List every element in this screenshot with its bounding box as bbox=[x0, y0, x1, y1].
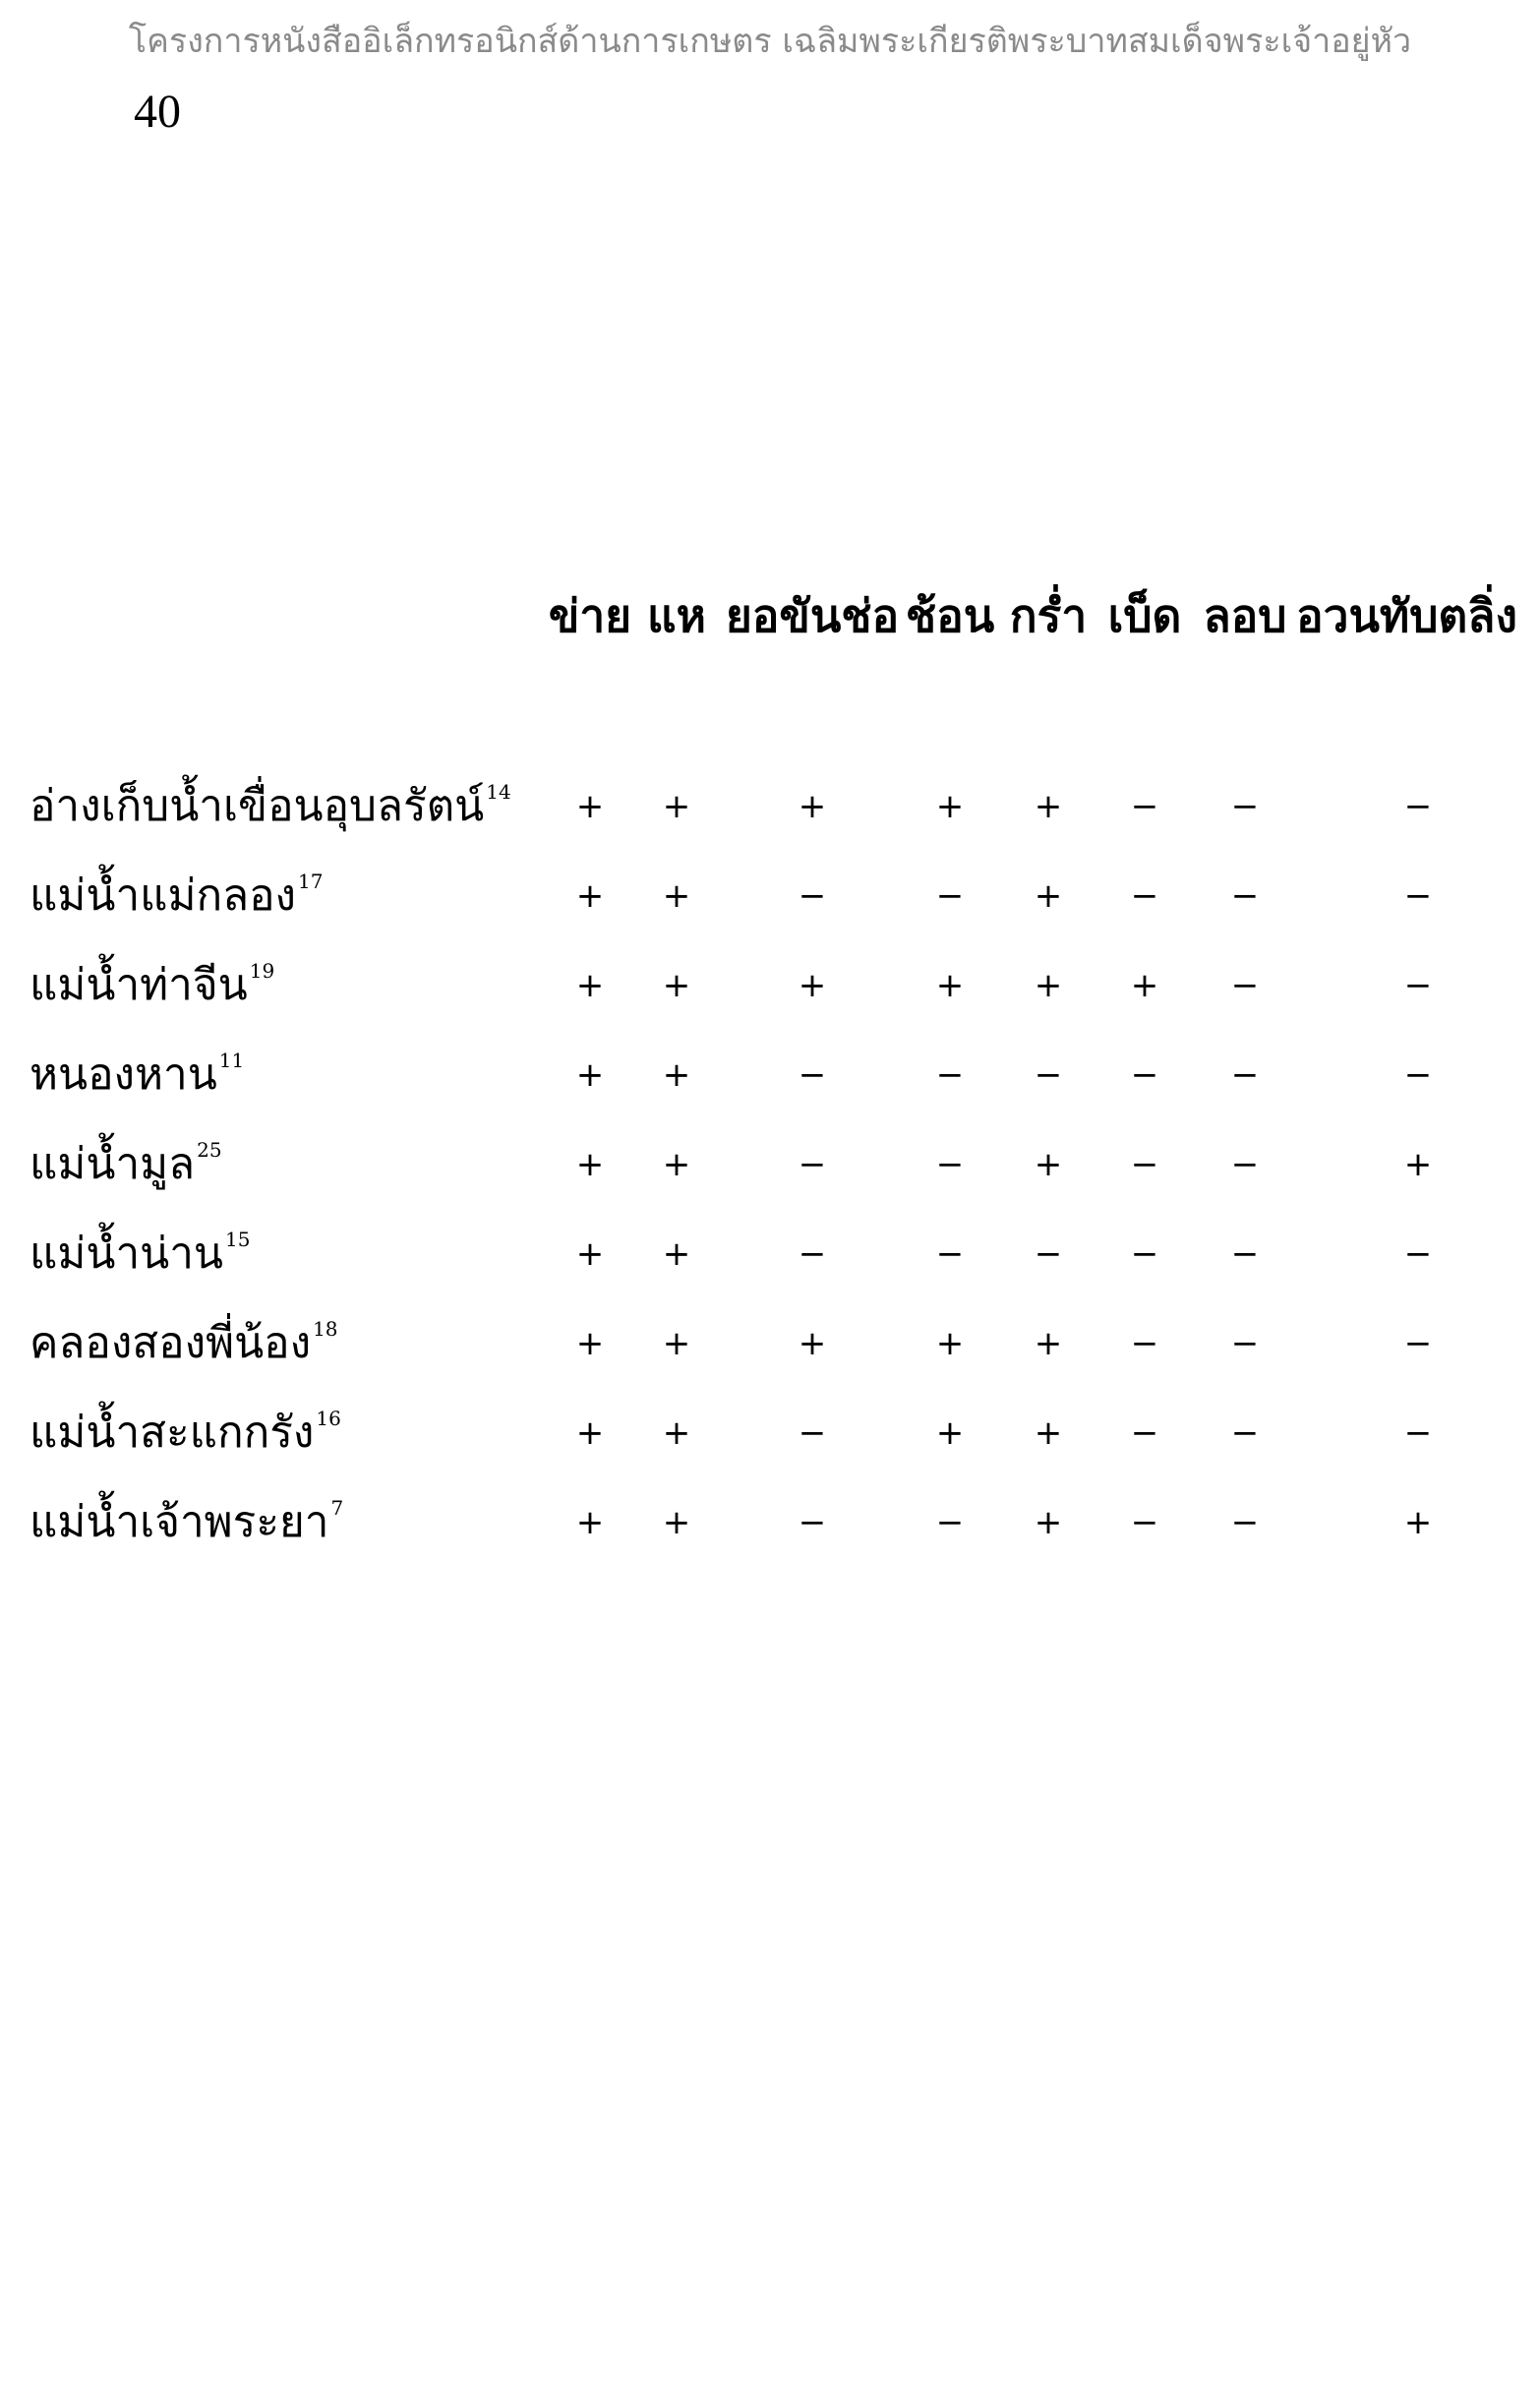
table-cell: − bbox=[935, 1234, 965, 1274]
table-cell: − bbox=[1230, 1413, 1260, 1453]
table-cell: − bbox=[1403, 876, 1433, 916]
reference-number: 18 bbox=[313, 1317, 338, 1341]
table-cell: − bbox=[798, 1234, 827, 1274]
table-cell: + bbox=[575, 876, 605, 916]
table-cell: − bbox=[1403, 966, 1433, 1005]
site-name: แม่น้ำน่าน bbox=[30, 1229, 224, 1279]
table-cell: − bbox=[1230, 876, 1260, 916]
table-cell: − bbox=[935, 1145, 965, 1184]
site-label bbox=[30, 861, 323, 930]
table-cell: + bbox=[1034, 1324, 1063, 1363]
column-header: กร่ำ bbox=[1009, 589, 1088, 642]
table-cell: − bbox=[1130, 876, 1159, 916]
site-name: แม่น้ำมูล bbox=[30, 1139, 196, 1189]
table-cell: + bbox=[662, 1413, 691, 1453]
column-header: ยอขันช่อ bbox=[725, 589, 900, 642]
site-label bbox=[30, 1219, 250, 1288]
table-cell: − bbox=[798, 1413, 827, 1453]
table-cell: − bbox=[1403, 1055, 1433, 1095]
table-cell: − bbox=[798, 1055, 827, 1095]
table-cell: + bbox=[1034, 1503, 1063, 1542]
table-cell: + bbox=[662, 787, 691, 826]
table-cell: − bbox=[1230, 1503, 1260, 1542]
site-name: แม่น้ำเจ้าพระยา bbox=[30, 1497, 329, 1547]
column-header: ข่าย bbox=[548, 589, 632, 642]
column-header: ลอบ bbox=[1203, 589, 1287, 642]
table-cell: + bbox=[1034, 966, 1063, 1005]
table-cell: + bbox=[662, 876, 691, 916]
table-cell: − bbox=[1230, 966, 1260, 1005]
table-cell: − bbox=[1403, 1413, 1433, 1453]
table-cell: − bbox=[1130, 1503, 1159, 1542]
table-cell: − bbox=[935, 876, 965, 916]
table-cell: + bbox=[575, 1145, 605, 1184]
table-cell: − bbox=[798, 1145, 827, 1184]
table-cell: + bbox=[935, 1413, 965, 1453]
column-header: ช้อน bbox=[905, 589, 995, 642]
column-header: เบ็ด bbox=[1107, 589, 1182, 642]
site-label bbox=[30, 1398, 341, 1467]
reference-number: 11 bbox=[218, 1049, 245, 1072]
reference-number: 16 bbox=[316, 1407, 341, 1430]
table-cell: + bbox=[1034, 787, 1063, 826]
table-cell: + bbox=[935, 966, 965, 1005]
table-cell: − bbox=[935, 1055, 965, 1095]
table-cell: + bbox=[575, 1324, 605, 1363]
table-cell: − bbox=[1230, 1055, 1260, 1095]
table-cell: − bbox=[1034, 1055, 1063, 1095]
site-label bbox=[30, 950, 274, 1019]
table-cell: + bbox=[575, 1055, 605, 1095]
site-name: แม่น้ำแม่กลอง bbox=[30, 870, 297, 921]
table-cell: − bbox=[1230, 1324, 1260, 1363]
reference-number: 19 bbox=[249, 959, 275, 983]
site-name: คลองสองพี่น้อง bbox=[30, 1318, 312, 1368]
table-cell: + bbox=[662, 1055, 691, 1095]
table-cell: + bbox=[798, 966, 827, 1005]
table-cell: + bbox=[935, 1324, 965, 1363]
table-cell: + bbox=[662, 1324, 691, 1363]
table-cell: − bbox=[798, 1503, 827, 1542]
table-cell: + bbox=[1403, 1145, 1433, 1184]
site-name: แม่น้ำท่าจีน bbox=[30, 960, 248, 1010]
column-header: แห bbox=[647, 589, 706, 642]
reference-number: 14 bbox=[486, 780, 511, 804]
table-cell: − bbox=[1130, 787, 1159, 826]
reference-number: 7 bbox=[330, 1496, 344, 1520]
table-cell: − bbox=[1403, 1234, 1433, 1274]
table-cell: − bbox=[1230, 1145, 1260, 1184]
table-cell: − bbox=[1130, 1324, 1159, 1363]
column-header: อวนทับตลิ่ง bbox=[1296, 589, 1517, 642]
table-cell: − bbox=[1130, 1145, 1159, 1184]
table-cell: + bbox=[662, 1503, 691, 1542]
table-cell: + bbox=[575, 787, 605, 826]
table-cell: + bbox=[575, 1503, 605, 1542]
reference-number: 25 bbox=[197, 1138, 222, 1162]
site-name: หนองหาน bbox=[30, 1050, 217, 1100]
watermark: โครงการหนังสืออิเล็กทรอนิกส์ด้านการเกษตร เฉลิมพระเกียรติพระบาทสมเด็จพระเจ้าอยู่หัว bbox=[128, 22, 1412, 61]
table-cell: − bbox=[1130, 1234, 1159, 1274]
table-cell: + bbox=[935, 787, 965, 826]
table-cell: + bbox=[575, 1413, 605, 1453]
table-cell: + bbox=[798, 787, 827, 826]
table-cell: − bbox=[1130, 1055, 1159, 1095]
table-cell: + bbox=[1130, 966, 1159, 1005]
reference-number: 17 bbox=[298, 870, 324, 893]
reference-number: 15 bbox=[225, 1228, 251, 1251]
site-name: แม่น้ำสะแกกรัง bbox=[30, 1408, 315, 1458]
page-number: 40 bbox=[134, 86, 181, 138]
table-cell: + bbox=[1034, 1413, 1063, 1453]
table-cell: − bbox=[1034, 1234, 1063, 1274]
table-cell: + bbox=[1034, 1145, 1063, 1184]
site-label bbox=[30, 771, 511, 840]
site-label bbox=[30, 1487, 343, 1556]
table-cell: + bbox=[575, 1234, 605, 1274]
site-name: อ่างเก็บน้ำเขื่อนอุบลรัตน์ bbox=[30, 781, 485, 831]
table-cell: − bbox=[935, 1503, 965, 1542]
table-cell: + bbox=[1403, 1503, 1433, 1542]
table-cell: − bbox=[1230, 787, 1260, 826]
site-label bbox=[30, 1129, 222, 1198]
table-cell: − bbox=[1403, 787, 1433, 826]
table-cell: + bbox=[1034, 876, 1063, 916]
table-cell: − bbox=[798, 876, 827, 916]
table-cell: + bbox=[662, 966, 691, 1005]
table-cell: − bbox=[1130, 1413, 1159, 1453]
site-label bbox=[30, 1040, 244, 1109]
table-cell: + bbox=[575, 966, 605, 1005]
table-cell: − bbox=[1230, 1234, 1260, 1274]
table-cell: + bbox=[798, 1324, 827, 1363]
table-cell: + bbox=[662, 1145, 691, 1184]
table-cell: − bbox=[1403, 1324, 1433, 1363]
site-label bbox=[30, 1308, 338, 1377]
table-cell: + bbox=[662, 1234, 691, 1274]
